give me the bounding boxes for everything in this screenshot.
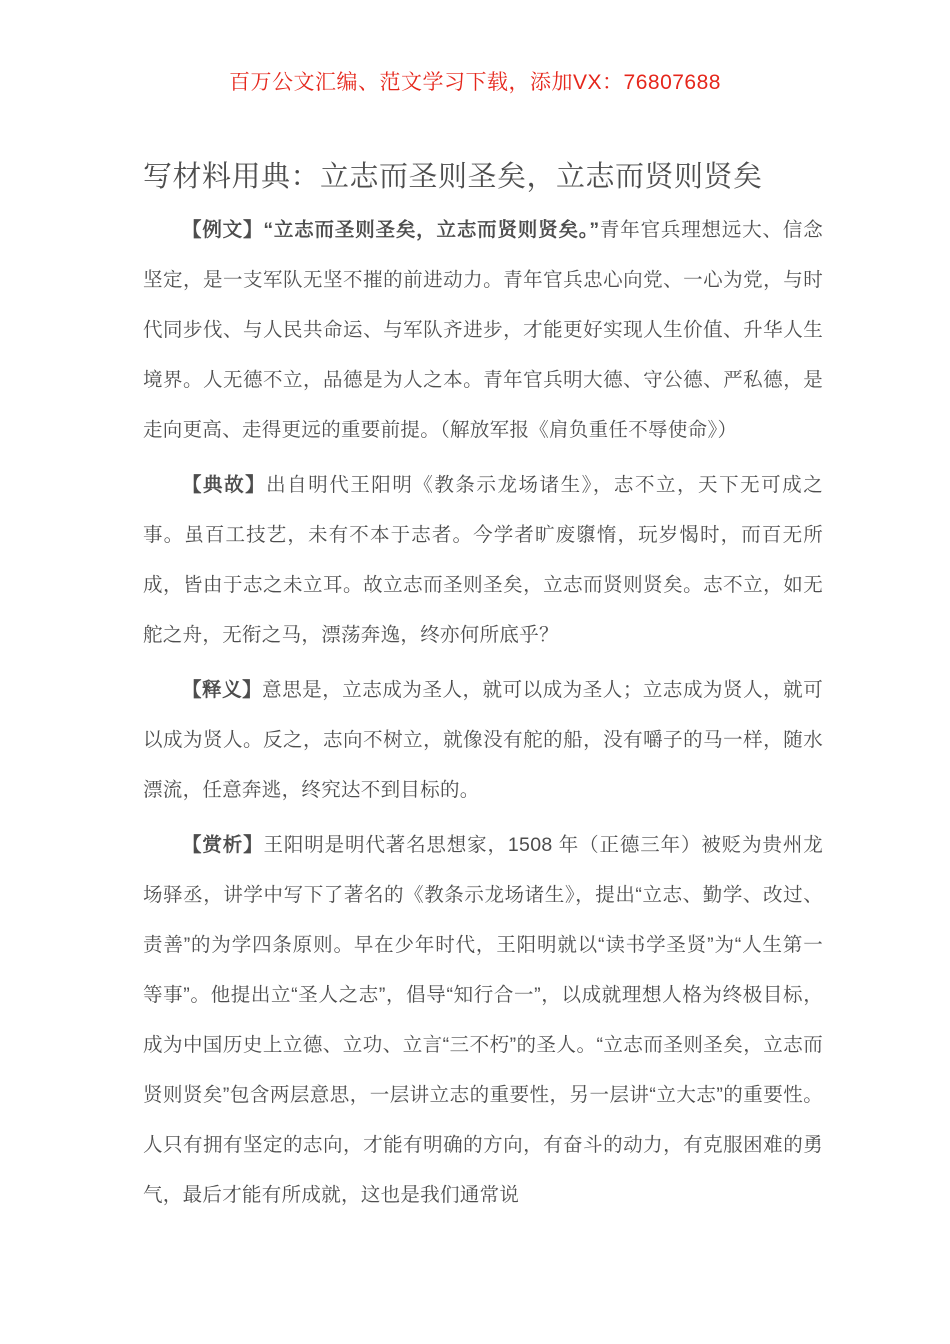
paragraph-label: 【例文】 <box>182 219 264 241</box>
paragraph-appreciation <box>143 820 823 1220</box>
paragraph-exemplar <box>143 205 823 455</box>
paragraph-text: 出自明代王阳明《教条示龙场诸生》，志不立，天下无可成之事。虽百工技艺，未有不本于志者。今学者旷废隳惰，玩岁愒时，而百无所成，皆由于志之未立耳。故立志而圣则圣矣，立志而贤则贤矣。志不立，如无舵之舟，无衔之马，漂荡奔逸，终亦何所底乎？ <box>143 474 823 646</box>
paragraph-label: 【释义】 <box>182 679 263 701</box>
paragraph-text: 意思是，立志成为圣人，就可以成为圣人；立志成为贤人，就可以成为贤人。反之，志向不树立，就像没有舵的船，没有嚼子的马一样，随水漂流，任意奔逃，终究达不到目标的。 <box>143 679 823 801</box>
paragraph-allusion <box>143 460 823 660</box>
paragraph-interpretation <box>143 665 823 815</box>
paragraph-text: 青年官兵理想远大、信念坚定，是一支军队无坚不摧的前进动力。青年官兵忠心向党、一心为党，与时代同步伐、与人民共命运、与军队齐进步，才能更好实现人生价值、升华人生境界。人无德不立，品德是为人之本。青年官兵明大德、守公德、严私德，是走向更高、走得更远的重要前提。（解放军报《肩负重任不辱使命》） <box>143 219 823 441</box>
paragraph-text: 王阳明是明代著名思想家，1508 年（正德三年）被贬为贵州龙场驿丞，讲学中写下了著名的《教条示龙场诸生》，提出“立志、勤学、改过、责善”的为学四条原则。早在少年时代，王阳明就以“读书学圣贤”为“人生第一等事”。他提出立“圣人之志”，倡导“知行合一”，以成就理想人格为终极目标，成为中国历史上立德、立功、立言“三不朽”的圣人。“立志而圣则圣矣，立志而贤则贤矣”包含两层意思，一层讲立志的重要性，另一层讲“立大志”的重要性。人只有拥有坚定的志向，才能有明确的方向，有奋斗的动力，有克服困难的勇气，最后才能有所成就，这也是我们通常说 <box>143 834 823 1206</box>
paragraph-label: 【赏析】 <box>182 834 264 856</box>
promo-header: 百万公文汇编、范文学习下载，添加VX：76807688 <box>229 71 721 94</box>
page-title: 写材料用典：立志而圣则圣矣，立志而贤则贤矣 <box>143 161 763 193</box>
paragraph-label: 【典故】 <box>182 474 267 496</box>
paragraph-bold-quote: “立志而圣则圣矣，立志而贤则贤矣。” <box>263 219 600 241</box>
document-content <box>0 158 950 1220</box>
